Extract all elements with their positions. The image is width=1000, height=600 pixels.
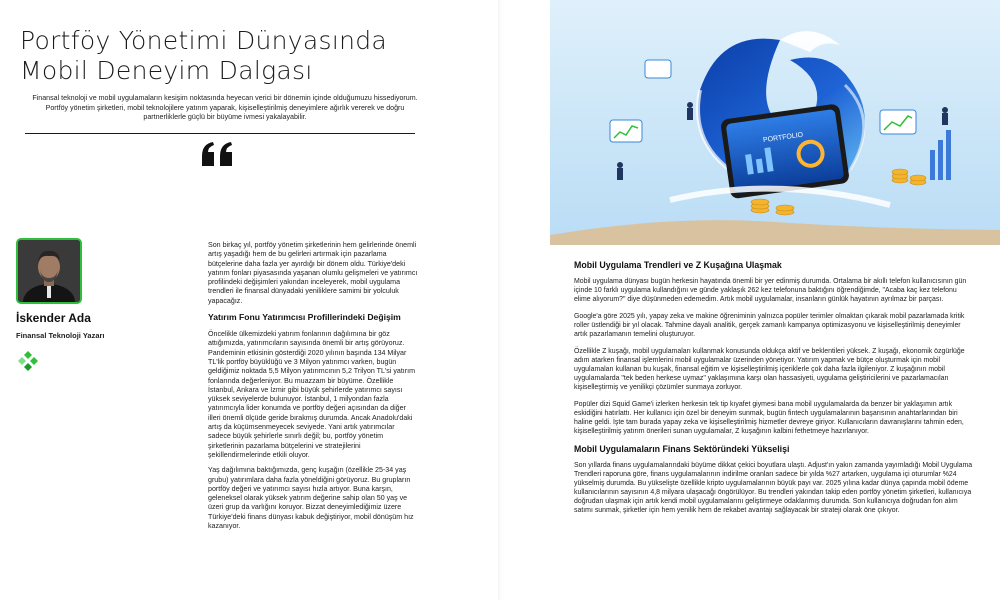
paragraph: Son birkaç yıl, portföy yönetim şirketlerinin hem gelirlerinde önemli artış yaşadığı hem de bu gelirleri artırmak için pazarlama bütçelerine daha fazla yer ayırdığı bir dönem oldu. Türkiye'deki yatırım fonları piyasasında yaşanan olumlu gelişmeleri ve yatırımcı profilindeki değişimleri yakından inceleyerek, mobil uygulama trendleri ile finansal dünyadaki yeniliklere samimi bir yolculuk yapacağız. xyxy=(208,241,418,305)
paragraph: Popüler dizi Squid Game'i izlerken herkesin tek tip kıyafet giymesi bana mobil uygulamalarda da benzer bir yaklaşımın artık eskidiğini hatırlattı. Her kullanıcı için özel bir deneyim sunmak, bugün fintech uygulamalarının başarısının anahtarlarından biri haline geldi. İşte tam burada yapay zeka ve kişiselleştirilmiş hizmetler devreye giriyor. Kullanıcıların davranışlarını tahmin eden, kişiselleştirilmiş yatırım önerileri sunan uygulamalar, Z kuşağının kalbini fethetmeye hazırlanıyor. xyxy=(574,401,964,435)
author-role: Finansal Teknoloji Yazarı xyxy=(16,331,105,340)
right-article-column xyxy=(574,260,974,523)
hero-illustration xyxy=(550,0,1000,245)
paragraph: Mobil uygulama dünyası bugün herkesin hayatında önemli bir yer edinmiş durumda. Ortalama bir akıllı telefon kullanıcısının gün içinde 10 farklı uygulama kullandığını ve günde yaklaşık 262 kez telefonuna baktığını öğrendiğimde, "Acaba kaç kez telefonu elime alıyorum?" diye düşünmeden edemedim. Artık mobil uygulamalar, insanların günlük hayatının ayrılmaz bir parçası. xyxy=(574,278,967,303)
paragraph: Son yıllarda finans uygulamalarındaki büyüme dikkat çekici boyutlara ulaştı. Adjust'ın yakın zamanda yayımladığı Mobil Uygulama Trendleri raporuna göre, finans uygulamalarının indirilme oranları sadece bir yılda %27 artarken, uygulama içi oturumlar %24 yükselmiş durumda. Bu yükselişte özellikle kripto uygulamalarının büyük payı var. 2025 yılına kadar dünya çapında mobil ödeme kullanıcılarının sayısının 4,8 milyara ulaşacağı öngörülüyor. Bu trendleri yakından takip eden portföy yönetim şirketleri, kullanıcıya doğrudan ulaşmak için artık kendi mobil uygulamalarını geliştirmeye odaklanmış durumda. Son kullanıcıya doğrudan fon alım satımı sunmak, şirketler için hem yenilik hem de rekabet avantajı sağlayacak bir strateji olarak öne çıkıyor. xyxy=(574,462,973,514)
section-heading: Yatırım Fonu Yatırımcısı Profillerindeki Değişim xyxy=(208,312,401,323)
quote-icon xyxy=(200,140,236,168)
title-line-1: Portföy Yönetimi Dünyasında xyxy=(20,26,388,55)
section-heading: Mobil Uygulamaların Finans Sektöründeki Yükselişi xyxy=(574,444,790,454)
article-intro: Finansal teknoloji ve mobil uygulamaların kesişim noktasında heyecan verici bir dönemin içinde olduğumuzu hissediyorum. Portföy yönetim şirketleri, mobil teknolojilere yatırım yaparak, kişiselleştirilmiş deneyimlere ağırlık vererek ve doğru partnerliklerle güçlü bir büyüme ivmesi yakalayabilir. xyxy=(32,94,418,122)
article-title xyxy=(20,26,440,86)
title-line-2: Mobil Deneyim Dalgası xyxy=(20,56,313,85)
phone-screen-label: PORTFOLIO xyxy=(762,131,804,145)
author-avatar xyxy=(16,238,82,304)
paragraph: Yaş dağılımına baktığımızda, genç kuşağın (özellikle 25-34 yaş grubu) yatırımlara daha fazla yöneldiğini görüyoruz. Bu grupların portföy değeri ve yatırımcı sayısı hızla artıyor. Buna karşın, geleneksel olarak yüksek yatırım değerine sahip olan 50 yaş ve üzeri grup da varlığını koruyor. Bizzat deneyimlediğimiz üzere Türkiye'deki finans dünyası kabuk değiştiriyor, mobil dönüşüm hız kazanıyor. xyxy=(208,466,414,531)
paragraph: Özellikle Z kuşağı, mobil uygulamaları kullanmak konusunda oldukça aktif ve beklentileri yüksek. Z kuşağı, ekonomik özgürlüğe adım atarken finansal işlemlerini mobil uygulamalar üzerinden yönetiyor. Yatırım yapmak ve bütçe oluşturmak için mobil uygulamaları kullanan bu kuşak, finansal eğitim ve kişiselleştirilmiş içeriklerle çok daha fazla ilgileniyor. Z kuşağının mobil uygulamalarda "tek beden herkese uymaz" yaklaşımına karşı olan hassasiyeti, uygulama geliştiricilerini ve pazarlamacıları kişiselleştirmiş ve yenilikçi çözümler sunmaya zorluyor. xyxy=(574,348,965,391)
brand-logo-icon xyxy=(18,351,38,371)
paragraph: Google'a göre 2025 yılı, yapay zeka ve makine öğreniminin yalnızca popüler terimler olmaktan çıkarak mobil pazarlamada kritik roller üstlendiği bir yıl olacak. Tahmine dayalı analitik, gerçek zamanlı kampanya optimizasyonu ve kişiselleştirilmiş deneyimler artık pazarlamanın temelini oluşturuyor. xyxy=(574,313,965,338)
author-name: İskender Ada xyxy=(16,311,91,325)
paragraph: Öncelikle ülkemizdeki yatırım fonlarının dağılımına bir göz attığımızda, yatırımcıların sayısında önemli bir artış görüyoruz. Pandeminin etkisinin gösterdiği 2020 yılının başında 134 Milyar TL'lik portföy büyüklüğü ve 3 Milyon yatırımcı varken, bugün geldiğimiz noktada 5,5 Milyon yatırımcının 5,2 Trilyon TL'si yatırım fonlarında değerleniyor. Bu muazzam bir büyüme. Özellikle İstanbul, Ankara ve İzmir gibi büyük şehirlerde yatırımcı sayısı yüksek seviyelerde bulunuyor. İstanbul, 1 milyondan fazla yatırımcıyla lider konumda ve portföy değeri açısından da diğer illeri önemli ölçüde geride bırakmış durumda. Ancak Anadolu'daki artış da küçümsenmeyecek seviyede. Yani artık yatırımcılar sadece büyük şehirlerle sınırlı değil; bu, portföy yönetim şirketlerinin pazarlama bütçelerini ve stratejilerini şekillendirmelerinde etkili oluyor. xyxy=(208,330,416,459)
divider-rule xyxy=(25,133,415,134)
section-heading: Mobil Uygulama Trendleri ve Z Kuşağına Ulaşmak xyxy=(574,260,782,270)
page-gutter xyxy=(498,0,502,600)
left-article-column xyxy=(208,241,418,537)
